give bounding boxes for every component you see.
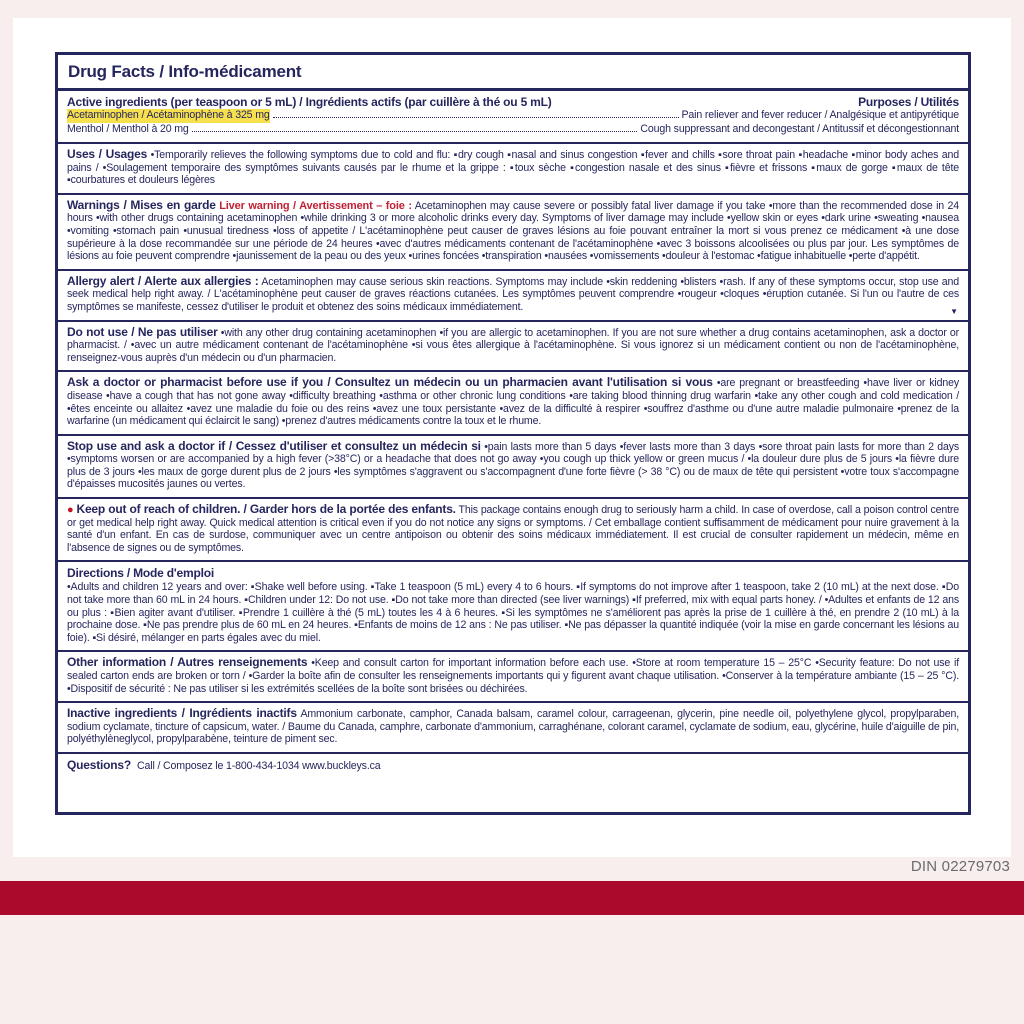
allergy-alert-title: Allergy alert / Alerte aux allergies : — [67, 273, 259, 288]
ingredient-row-acetaminophen — [67, 109, 959, 123]
ingredient-purpose: Cough suppressant and decongestant / Antitussif et décongestionnant — [640, 122, 959, 135]
section-do-not-use — [58, 322, 968, 373]
allergy-alert-body: Acetaminophen may cause serious skin reactions. Symptoms may include •skin reddening •blisters •rash. If any of these symptoms occur, stop use and seek medical help right away. / L'acétaminophène peut causer de graves réactions cutanées. Les symptômes peuvent comprendre •rougeur •cloques •éruption cutanée. Si l'un ou l'autre de ces symptômes se manifeste, cessez d'utiliser le produit et obtenez des soins médicaux immédiatement. — [67, 275, 959, 313]
section-other-information — [58, 652, 968, 703]
do-not-use-title: Do not use / Ne pas utiliser — [67, 324, 218, 339]
keep-out-body: This package contains enough drug to seriously harm a child. In case of overdose, call a poison control centre or get medical help right away. Quick medical attention is critical even if you do not notice any signs or symptoms. / Cet emballage contient suffisamment de médicament pour nuire gravement à la santé d'un enfant. En cas de surdose, communiquer avec un centre antipoison ou obtenir des soins médicaux immédiatement. Il est crucial de consulter rapidement un médecin, même en l'absence de signes ou de symptômes. — [67, 504, 959, 554]
directions-title: Directions / Mode d'emploi — [67, 566, 215, 581]
section-questions — [58, 754, 968, 778]
section-allergy-alert — [58, 271, 968, 322]
warnings-body: Acetaminophen may cause severe or possibly fatal liver damage if you take •more than the recommended dose in 24 hours •with other drugs containing acetaminophen •while drinking 3 or more alcoholic drinks every day. Symptoms of liver damage may include •yellow skin or eyes •dark urine •sweating •nausea •vomiting •stomach pain •unusual tiredness •loss of appetite / L'acétaminophène peut causer de graves lésions au foie pouvant entraîner la mort si vous prenez ce médicament •à une dose supérieure à la dose recommandée sur une période de 24 heures •avec d'autres médicaments contenant de l'acétaminophène •avec 3 boissons alcoolisées ou plus par jour. Les symptômes de lésions au foie peuvent comprendre •jaunissement de la peau ou des yeux •urines foncées •transpiration •nausées •vomissements •douleur à l'estomac •fatigue inhabituelle •perte d'appétit. — [67, 199, 959, 263]
other-information-title: Other information / Autres renseignements — [67, 655, 308, 670]
ask-doctor-body: •are pregnant or breastfeeding •have liver or kidney disease •have a cough that has not gone away •difficulty breathing •asthma or other chronic lung conditions •are taking blood thinning drug warfarin •take any other cough and cold medication / •êtes enceinte ou allaitez •avez une maladie du foie ou des reins •avez une toux persistante •avez de la difficulté à respirer •souffrez d'asthme ou d'une autre maladie pulmonaire •prenez de la warfarine (un médicament qui éclaircit le sang) •prenez d'autres médicaments contre la toux et le rhume. — [67, 377, 960, 428]
label-sheet — [13, 18, 1011, 857]
dotted-leader — [273, 117, 679, 118]
ingredient-name-highlighted: Acetaminophen / Acétaminophène à 325 mg — [67, 109, 270, 121]
uses-body: •Temporarily relieves the following symptoms due to cold and flu: ▪dry cough ▪nasal and sinus congestion ▪fever and chills ▪sore throat pain ▪headache ▪minor body aches and pains / •Soulagement temporaire des symptômes suivants causés par le rhume et la grippe : ▪toux sèche ▪congestion nasale et des sinus ▪fièvre et frissons ▪maux de gorge ▪maux de tête ▪courbatures et douleurs légères — [67, 149, 960, 187]
section-directions — [58, 562, 968, 652]
section-ask-doctor — [58, 372, 968, 435]
directions-body: •Adults and children 12 years and over: ▪Shake well before using. ▪Take 1 teaspoon (5 mL) every 4 to 6 hours. ▪If symptoms do not improve after 1 teaspoon, take 2 (10 mL) at the next dose. ▪Do not take more than 60 mL in 24 hours. ▪Children under 12: Do not use. ▪Do not take more than directed (see liver warnings) ▪If preferred, mix with equal parts honey. / •Adultes et enfants de 12 ans ou plus : ▪Bien agiter avant d'utiliser. ▪Prendre 1 cuillère à thé (5 mL) toutes les 4 à 6 heures. ▪Si les symptômes ne s'améliorent pas après la prise de 1 cuillère à thé, en prendre 2 (10 mL) à la prochaine dose. ▪Ne pas prendre plus de 60 mL en 24 heures. ▪Enfants de moins de 12 ans : Ne pas utiliser. ▪Ne pas dépasser la quantité indiquée (voir la mise en garde concernant les lésions au foie). ▪Si désiré, mélanger en parts égales avec du miel. — [67, 581, 959, 644]
other-information-body: •Keep and consult carton for important information before each use. •Store at room temperature 15 – 25°C •Security feature: Do not use if sealed carton ends are broken or torn / •Garder la boîte afin de consulter les renseignements importants qui y figurent avant chaque utilisation. •Conserver à la température ambiante (15 – 25 °C). •Dispositif de sécurité : Ne pas utiliser si les extrémités scellées de la boîte sont brisées ou déchirées. — [67, 657, 960, 695]
ingredient-purpose: Pain reliever and fever reducer / Analgésique et antipyrétique — [681, 109, 959, 121]
keep-out-title: Keep out of reach of children. / Garder hors de la portée des enfants. — [76, 502, 456, 517]
red-brand-band — [0, 881, 1024, 915]
inactive-ingredients-body: Ammonium carbonate, camphor, Canada balsam, caramel colour, carrageenan, glycerin, pine needle oil, polyethylene glycol, propylparaben, sodium cyclamate, tincture of capsicum, water. / Baume du Canada, camphre, carbonate d'ammonium, carraghénane, colorant caramel, cyclamate de sodium, eau, glycérine, huile d'aiguille de pin, polyéthylèneglycol, propylparabène, teinture de piment sec. — [67, 708, 959, 746]
stop-use-body: •pain lasts more than 5 days •fever lasts more than 3 days •sore throat pain lasts for more than 2 days •symptoms worsen or are accompanied by a high fever (>38°C) or a headache that does not go away •you cough up thick yellow or green mucus / •la douleur dure plus de 5 jours •la fièvre dure plus de 3 jours •les maux de gorge durent plus de 2 jours •les symptômes s'aggravent ou s'accompagnent d'une forte fièvre (> 38 °C) ou de maux de tête qui persistent •votre toux s'accompagne d'épaisses mucosités jaunes ou vertes. — [67, 440, 960, 491]
ask-doctor-title: Ask a doctor or pharmacist before use if you / Consultez un médecin ou un pharmacien avant l'utilisation si vous — [67, 375, 713, 390]
do-not-use-body: •with any other drug containing acetaminophen •if you are allergic to acetaminophen. If you are not sure whether a drug contains acetaminophen, ask a doctor or pharmacist. / •avec un autre médicament contenant de l'acétaminophène •si vous êtes allergique à l'acétaminophène. Si vous ignorez si un médicament contient ou non de l'acétaminophène, renseignez-vous auprès d'un médecin ou d'un pharmacien. — [67, 326, 960, 364]
section-keep-out-of-reach — [58, 499, 968, 562]
questions-contact: Call / Composez le 1-800-434-1034 www.buckleys.ca — [137, 759, 381, 772]
section-stop-use — [58, 436, 968, 499]
drug-facts-box — [55, 52, 971, 815]
section-active-ingredients — [58, 91, 968, 144]
active-ingredients-header: Active ingredients (per teaspoon or 5 mL) / Ingrédients actifs (par cuillère à thé ou 5 mL) — [67, 95, 552, 109]
continue-triangle-icon: ▼ — [950, 306, 958, 316]
inactive-ingredients-title: Inactive ingredients / Ingrédients inactifs — [67, 706, 297, 721]
drug-facts-title: Drug Facts / Info-médicament — [58, 55, 968, 91]
uses-title: Uses / Usages — [67, 147, 148, 161]
section-warnings — [58, 195, 968, 271]
dotted-leader — [192, 131, 638, 132]
warnings-title: Warnings / Mises en garde — [67, 197, 216, 212]
purposes-header: Purposes / Utilités — [858, 95, 959, 109]
section-uses — [58, 144, 968, 195]
ingredient-row-menthol — [67, 123, 959, 137]
ingredient-name: Menthol / Menthol à 20 mg — [67, 122, 189, 135]
stop-use-title: Stop use and ask a doctor if / Cessez d'utiliser et consultez un médecin si — [67, 438, 481, 453]
red-dot-icon: ● — [67, 504, 74, 517]
din-number: DIN 02279703 — [910, 858, 1010, 875]
questions-title: Questions? — [67, 757, 132, 772]
section-inactive-ingredients — [58, 703, 968, 754]
liver-warning-label: Liver warning / Avertissement – foie : — [219, 199, 412, 212]
